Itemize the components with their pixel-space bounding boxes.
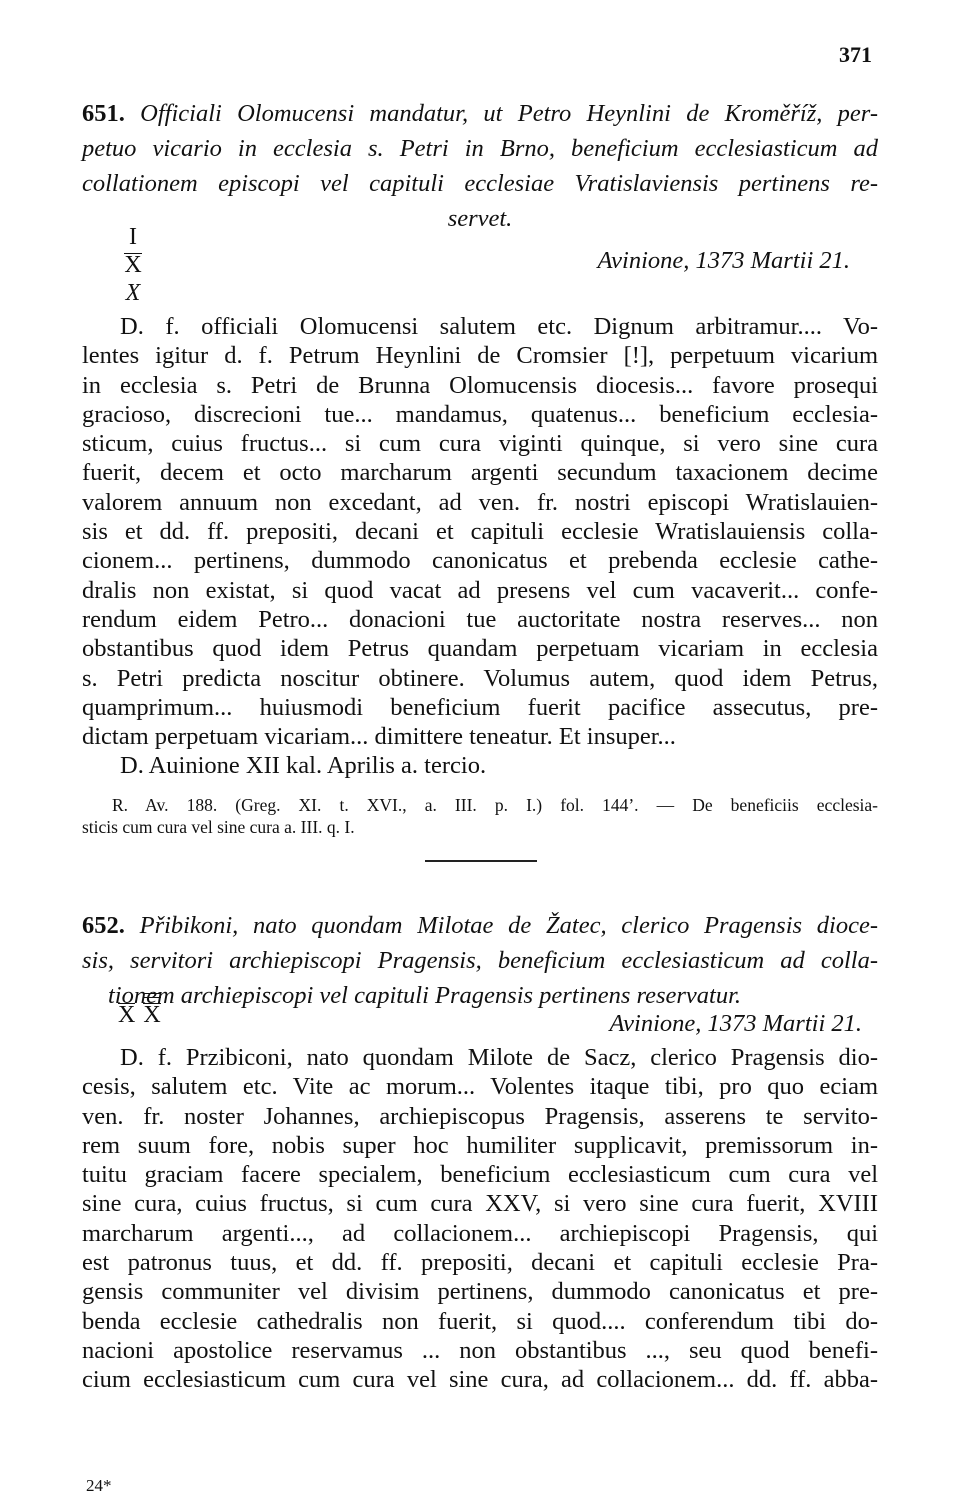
note-line: R. Av. 188. (Greg. XI. t. XVI., a. III. p. I.) fol. 144’. — De beneficiis ecclesia- (112, 795, 878, 815)
doc-651-title-line: collationem episcopi vel capituli ecclesiae Vratislaviensis pertinens re- (82, 170, 878, 197)
body-line: cionem... pertinens, dummodo canonicatus et prebenda ecclesie cathe- (82, 547, 878, 575)
body-line: sine cura, cuius fructus, si cum cura XXV, si vero sine cura fuerit, XVIII (82, 1190, 878, 1218)
doc-651-title-line: servet. (447, 205, 513, 232)
body-line: cium ecclesiasticum cum cura vel sine cura, ad collacionem... dd. ff. abba- (82, 1366, 878, 1394)
body-line: fuerit, decem et octo marcharum argenti secundum taxacionem decime (82, 459, 878, 487)
doc-652-title (82, 908, 878, 1013)
mark: I (129, 224, 137, 250)
doc-651-number: 651. (82, 100, 125, 127)
body-line: tuitu graciam facere specialem, beneficium ecclesiasticum cum cura vel (82, 1161, 878, 1189)
body-line: sis et dd. ff. prepositi, decani et capituli ecclesie Wratislauiensis colla- (82, 518, 878, 546)
doc-651-title-line: petuo vicario in ecclesia s. Petri in Brno, beneficium ecclesiasticum ad (82, 135, 878, 162)
body-line: marcharum argenti..., ad collacionem... archiepiscopi Pragensis, qui (82, 1219, 878, 1247)
doc-651-title (82, 96, 878, 236)
body-line: sticum, cuius fructus... si cum cura viginti quinque, si vero sine cura (82, 430, 878, 458)
body-line: D. Auinione XII kal. Aprilis a. tercio. (120, 752, 487, 780)
doc-651-date: Avinione, 1373 Martii 21. (597, 247, 850, 274)
doc-652-title-line: tionem archiepiscopi vel capituli Pragensis pertinens reservatur. (108, 982, 742, 1009)
body-line: rem suum fore, nobis super hoc humiliter supplicavit, premissorum in- (82, 1131, 878, 1159)
body-line: dictam perpetuam vicariam... dimittere teneatur. Et insuper... (82, 723, 676, 751)
body-line: dralis non existat, si quod vacat ad presens vel cum vacaverit... confe- (82, 576, 878, 604)
body-line: in ecclesia s. Petri de Brunna Olomucensis diocesis... favore prosequi (82, 371, 878, 399)
page-number: 371 (839, 42, 872, 67)
body-line: rendum eidem Petro... donacioni tue auctoritate nostra reserves... non (82, 605, 878, 633)
doc-652-title-line: 652. Přibikoni, nato quondam Milotae de Žatec, clerico Pragensis dioce- (82, 912, 878, 939)
doc-651-marks (120, 223, 146, 307)
doc-651-footnote (82, 794, 878, 838)
doc-652-title-line: sis, servitori archiepiscopi Pragensis, beneficium ecclesiasticum ad colla- (82, 947, 878, 974)
doc-652-body (82, 1043, 878, 1395)
body-line: cesis, salutem etc. Vite ac morum... Volentes itaque tibi, pro quo eciam (82, 1073, 878, 1101)
mark: X (125, 280, 141, 306)
body-line: est patronus tuus, et dd. ff. prepositi, decani et capituli ecclesie Pra- (82, 1249, 878, 1277)
section-divider (425, 860, 537, 862)
mark: X (118, 1002, 136, 1028)
signature-mark: 24* (86, 1476, 112, 1495)
body-line: D. f. officiali Olomucensi salutem etc. Dignum arbitramur.... Vo- (120, 313, 878, 340)
note-line: sticis cum cura vel sine cura a. III. q. I. (82, 817, 355, 837)
body-line: D. f. Przibiconi, nato quondam Milote de Sacz, clerico Pragensis dio- (120, 1044, 878, 1071)
doc-652-number: 652. (82, 912, 125, 939)
body-line: lentes igitur d. f. Petrum Heynlini de Cromsier [!], perpetuum vicarium (82, 342, 878, 370)
body-line: obstantibus quod idem Petrus quandam perpetuam vicariam in ecclesia (82, 635, 878, 663)
body-line: benda ecclesie cathedralis non fuerit, si quod.... conferendum tibi do- (82, 1307, 878, 1335)
doc-652-date: Avinione, 1373 Martii 21. (609, 1010, 862, 1037)
mark: X (143, 1002, 160, 1028)
doc-652-marks (118, 1002, 161, 1028)
body-line: gensis communiter vel divisim pertinens, dummodo canonicatus et pre- (82, 1278, 878, 1306)
mark: X (124, 252, 142, 278)
body-line: ven. fr. noster Johannes, archiepiscopus Pragensis, asserens te servito- (82, 1102, 878, 1130)
doc-651-title-line: 651. Officiali Olomucensi mandatur, ut Petro Heynlini de Kroměříž, per- (82, 100, 879, 127)
body-line: nacioni apostolice reservamus ... non obstantibus ..., seu quod benefi- (82, 1336, 878, 1364)
doc-651-body (82, 312, 878, 781)
body-line: valorem annuum non excedant, ad ven. fr. nostri episcopi Wratislauien- (82, 488, 878, 516)
body-line: s. Petri predicta noscitur obtinere. Volumus autem, quod idem Petrus, (82, 664, 878, 692)
body-line: gracioso, discrecioni tue... mandamus, quatenus... beneficium ecclesia- (82, 400, 878, 428)
body-line: quamprimum... huiusmodi beneficium fuerit pacifice assecutus, pre- (82, 693, 878, 721)
